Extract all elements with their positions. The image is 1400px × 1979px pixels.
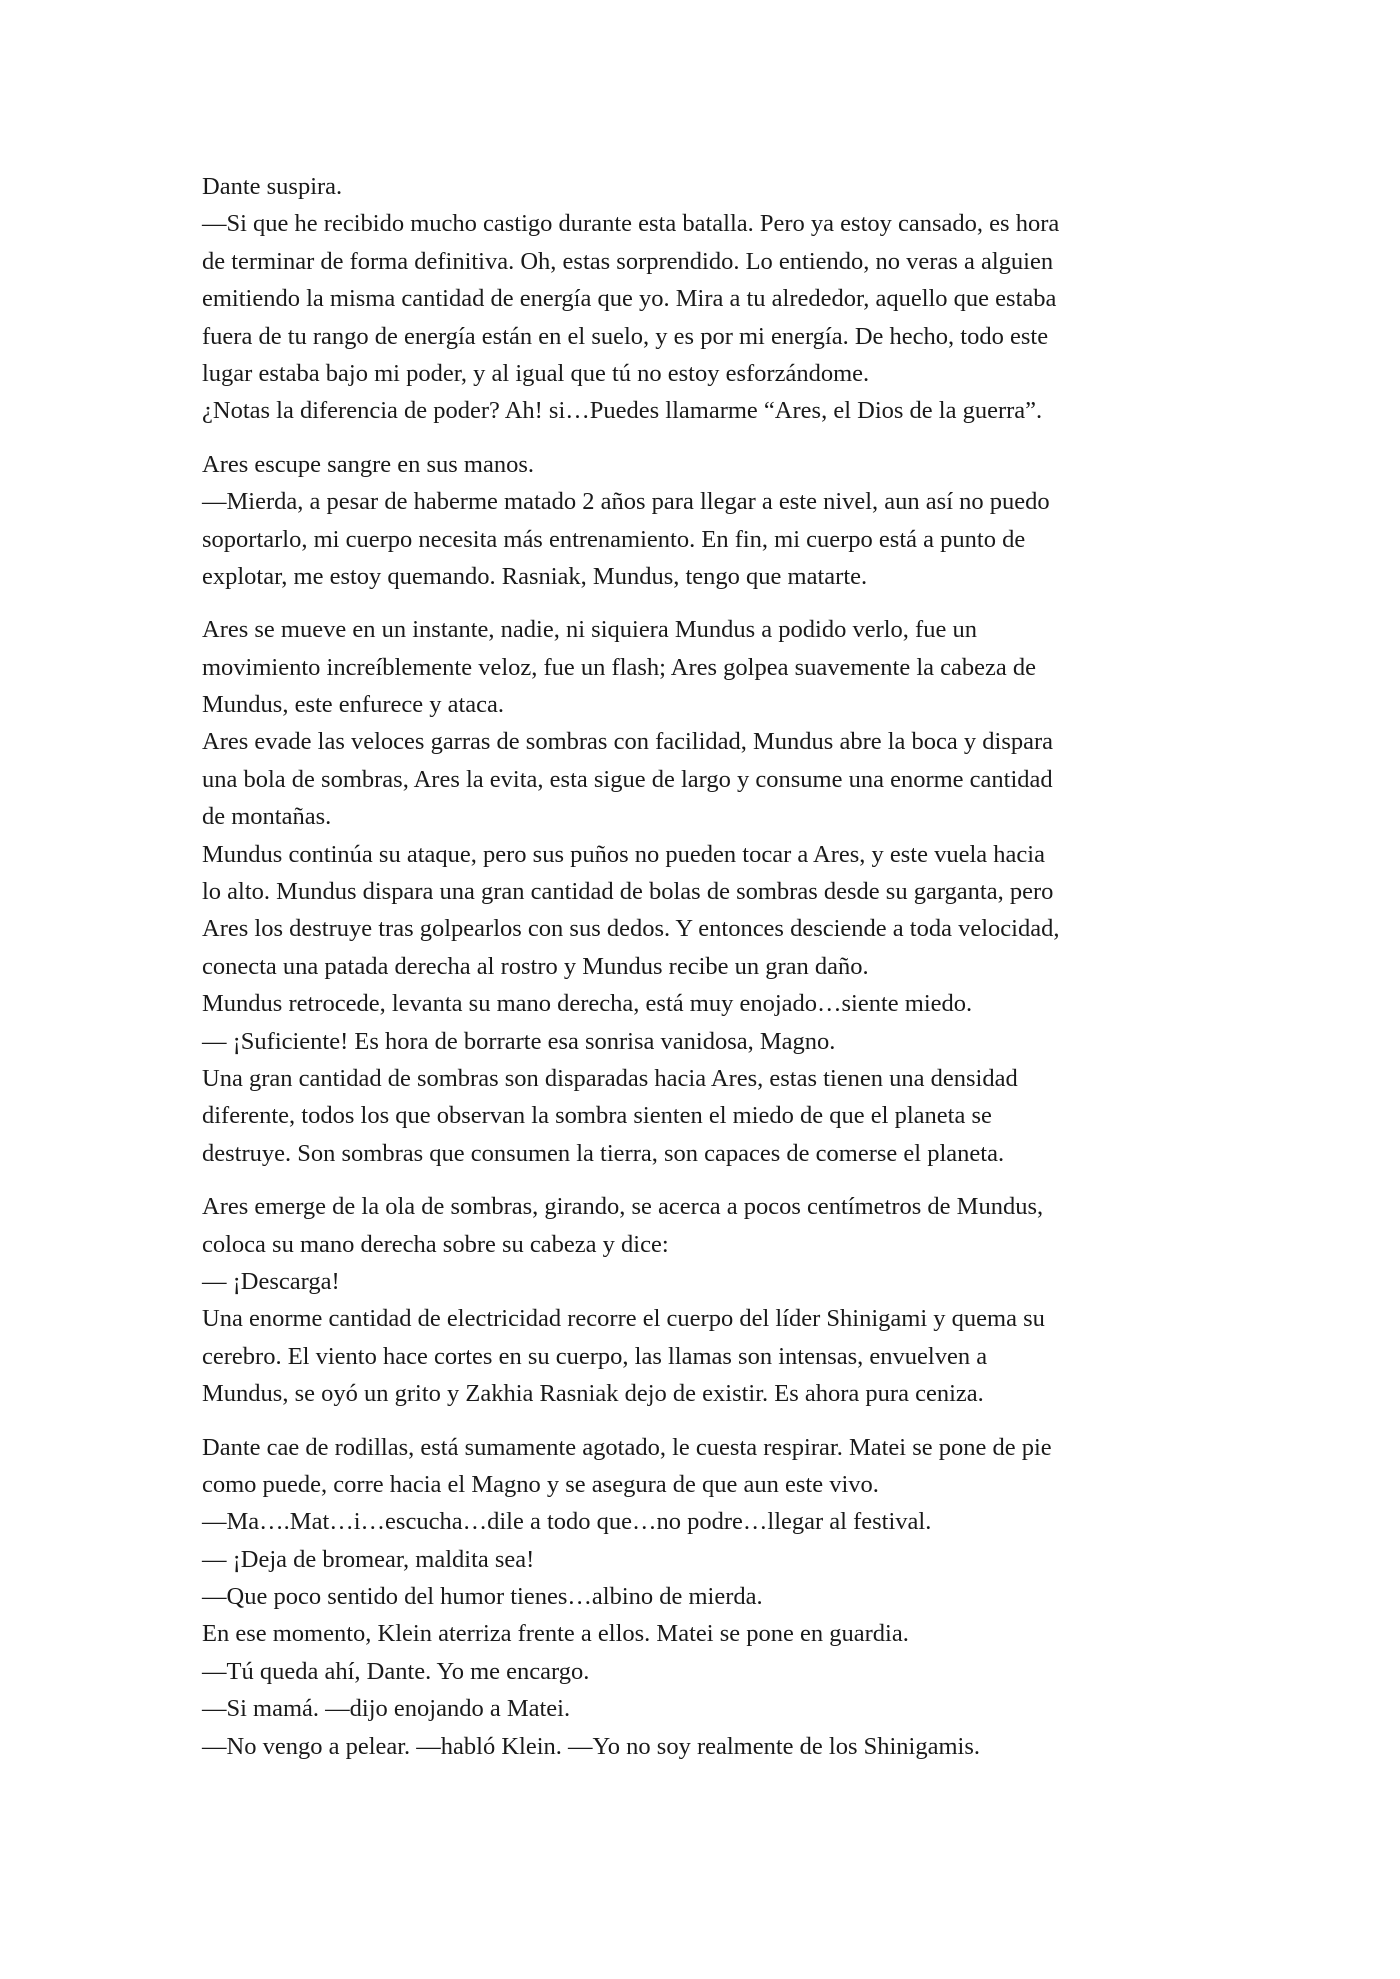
text-line: — ¡Suficiente! Es hora de borrarte esa sonrisa vanidosa, Magno. xyxy=(202,1027,836,1055)
text-line: —Si mamá. —dijo enojando a Matei. xyxy=(202,1695,571,1723)
text-line: Ares se mueve en un instante, nadie, ni siquiera Mundus a podido verlo, fue un xyxy=(202,616,977,644)
text-line: —Si que he recibido mucho castigo durante esta batalla. Pero ya estoy cansado, es hora xyxy=(202,210,1060,238)
text-line: Ares emerge de la ola de sombras, girando, se acerca a pocos centímetros de Mundus, xyxy=(202,1193,1044,1221)
text-line: Mundus continúa su ataque, pero sus puños no pueden tocar a Ares, y este vuela hacia xyxy=(202,840,1045,868)
text-line: ¿Notas la diferencia de poder? Ah! si…Puedes llamarme “Ares, el Dios de la guerra”. xyxy=(202,397,1043,425)
text-line: Ares evade las veloces garras de sombras con facilidad, Mundus abre la boca y dispara xyxy=(202,728,1054,756)
text-line: Ares los destruye tras golpearlos con sus dedos. Y entonces desciende a toda velocidad, xyxy=(202,915,1060,943)
text-line: soportarlo, mi cuerpo necesita más entrenamiento. En fin, mi cuerpo está a punto de xyxy=(202,525,1026,553)
text-line: de montañas. xyxy=(202,803,332,831)
text-line: destruye. Son sombras que consumen la tierra, son capaces de comerse el planeta. xyxy=(202,1139,1005,1167)
text-line: Dante cae de rodillas, está sumamente agotado, le cuesta respirar. Matei se pone de pie xyxy=(202,1433,1052,1461)
paragraph xyxy=(202,611,1212,1172)
paragraph xyxy=(202,446,1212,596)
text-line: —No vengo a pelear. —habló Klein. —Yo no soy realmente de los Shinigamis. xyxy=(202,1732,980,1760)
text-line: movimiento increíblemente veloz, fue un flash; Ares golpea suavemente la cabeza de xyxy=(202,653,1037,681)
text-line: En ese momento, Klein aterriza frente a ellos. Matei se pone en guardia. xyxy=(202,1620,909,1648)
text-line: —Ma….Mat…i…escucha…dile a todo que…no podre…llegar al festival. xyxy=(202,1508,932,1536)
text-line: —Mierda, a pesar de haberme matado 2 años para llegar a este nivel, aun así no puedo xyxy=(202,488,1050,516)
text-line: —Tú queda ahí, Dante. Yo me encargo. xyxy=(202,1657,590,1685)
text-line: diferente, todos los que observan la sombra sienten el miedo de que el planeta se xyxy=(202,1102,992,1130)
text-line: Una enorme cantidad de electricidad recorre el cuerpo del líder Shinigami y quema su xyxy=(202,1305,1045,1333)
text-line: conecta una patada derecha al rostro y Mundus recibe un gran daño. xyxy=(202,952,869,980)
text-line: de terminar de forma definitiva. Oh, estas sorprendido. Lo entiendo, no veras a alguien xyxy=(202,247,1054,275)
text-line: Una gran cantidad de sombras son disparadas hacia Ares, estas tienen una densidad xyxy=(202,1064,1018,1092)
paragraph xyxy=(202,1429,1212,1766)
text-line: Mundus, este enfurece y ataca. xyxy=(202,691,505,719)
text-line: fuera de tu rango de energía están en el suelo, y es por mi energía. De hecho, todo este xyxy=(202,322,1049,350)
text-line: — ¡Descarga! xyxy=(202,1267,340,1295)
text-line: Mundus, se oyó un grito y Zakhia Rasniak dejo de existir. Es ahora pura ceniza. xyxy=(202,1380,984,1408)
text-line: emitiendo la misma cantidad de energía que yo. Mira a tu alrededor, aquello que estaba xyxy=(202,285,1057,313)
text-line: lo alto. Mundus dispara una gran cantidad de bolas de sombras desde su garganta, pero xyxy=(202,878,1054,906)
text-line: —Que poco sentido del humor tienes…albino de mierda. xyxy=(202,1583,763,1611)
text-line: lugar estaba bajo mi poder, y al igual que tú no estoy esforzándome. xyxy=(202,359,870,387)
text-line: una bola de sombras, Ares la evita, esta sigue de largo y consume una enorme cantidad xyxy=(202,765,1053,793)
paragraph xyxy=(202,168,1212,430)
text-line: explotar, me estoy quemando. Rasniak, Mundus, tengo que matarte. xyxy=(202,562,868,590)
text-line: Dante suspira. xyxy=(202,173,343,200)
text-line: — ¡Deja de bromear, maldita sea! xyxy=(202,1545,535,1573)
text-line: Ares escupe sangre en sus manos. xyxy=(202,450,535,478)
story-text xyxy=(202,168,1212,1765)
text-line: coloca su mano derecha sobre su cabeza y dice: xyxy=(202,1230,669,1258)
text-line: cerebro. El viento hace cortes en su cuerpo, las llamas son intensas, envuelven a xyxy=(202,1342,988,1370)
paragraph xyxy=(202,1188,1212,1412)
text-line: como puede, corre hacia el Magno y se asegura de que aun este vivo. xyxy=(202,1470,879,1498)
text-line: Mundus retrocede, levanta su mano derecha, está muy enojado…siente miedo. xyxy=(202,990,973,1018)
